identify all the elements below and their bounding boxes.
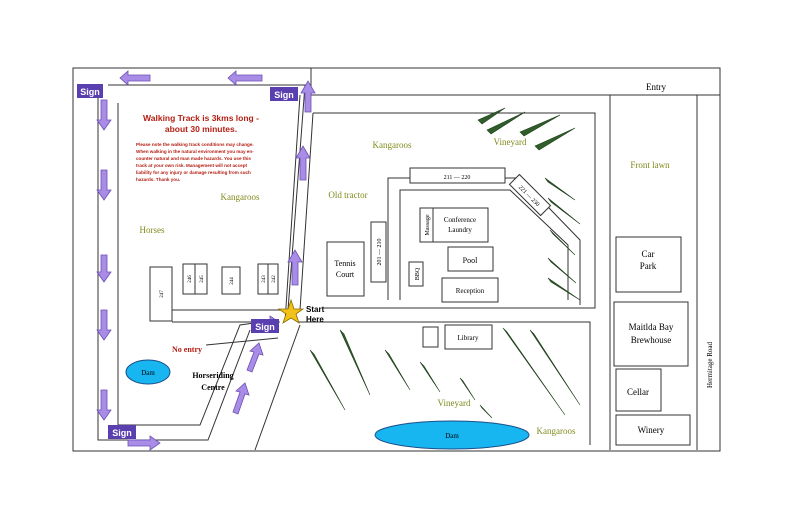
rooms-221-230-label: 221 — 230 bbox=[516, 184, 541, 209]
start-star-icon bbox=[279, 300, 303, 323]
old-tractor-label: Old tractor bbox=[328, 190, 368, 200]
arrow-up-icon bbox=[233, 383, 249, 414]
arrow-left-icon bbox=[120, 71, 150, 85]
arrow-down-icon bbox=[97, 255, 111, 282]
notice-line: Please note the walking track conditions may change. bbox=[136, 142, 254, 147]
vineyard-label-2: Vineyard bbox=[437, 398, 471, 408]
tennis-label: Tennis bbox=[334, 259, 356, 268]
notice-body bbox=[136, 142, 254, 182]
entry-label: Entry bbox=[646, 82, 666, 92]
sign-label: Sign bbox=[112, 428, 132, 438]
sign-start[interactable] bbox=[251, 319, 279, 333]
small-building bbox=[423, 327, 438, 347]
sign-top-right[interactable] bbox=[270, 87, 298, 101]
car-park-label: Car bbox=[641, 249, 655, 259]
arrow-up-icon bbox=[247, 343, 263, 372]
arrow-down-icon bbox=[97, 390, 111, 420]
bbq-label: BBQ bbox=[415, 267, 421, 281]
rooms-211-220-label: 211 — 220 bbox=[443, 175, 471, 181]
car-park-label-2: Park bbox=[639, 261, 657, 271]
cabin-246-label: 246 bbox=[188, 275, 193, 283]
notice-line: counter natural and man made hazards. You use this bbox=[136, 156, 251, 161]
sign-label: Sign bbox=[274, 90, 294, 100]
sign-label: Sign bbox=[80, 87, 100, 97]
notice-title-2: about 30 minutes. bbox=[164, 124, 238, 134]
vineyard-label: Vineyard bbox=[493, 137, 527, 147]
tennis-court bbox=[327, 242, 364, 296]
cabin-247-label: 247 bbox=[160, 290, 165, 298]
cabin-243-label: 243 bbox=[262, 275, 267, 283]
notice-title: Walking Track is 3kms long - bbox=[143, 113, 259, 123]
large-dam-label: Dam bbox=[445, 432, 459, 440]
brewhouse-label: Maitlda Bay bbox=[628, 322, 674, 332]
pool-label: Pool bbox=[462, 256, 478, 265]
arrow-down-icon bbox=[97, 310, 111, 340]
court-label: Court bbox=[335, 270, 355, 279]
conference-label: Conference bbox=[443, 216, 477, 224]
no-entry-label: No entry bbox=[172, 345, 202, 354]
arrow-down-icon bbox=[97, 100, 111, 130]
arrow-down-icon bbox=[97, 170, 111, 200]
sign-label: Sign bbox=[255, 322, 275, 332]
kangaroos-label: Kangaroos bbox=[372, 140, 412, 150]
sign-bottom-left[interactable] bbox=[108, 425, 136, 439]
kangaroos-label-3: Kangaroos bbox=[536, 426, 576, 436]
notice-line: When walking in the natural environment you may en- bbox=[136, 149, 254, 154]
notice-line: liability for any injury or damage resulting from such bbox=[136, 170, 251, 175]
rooms-201-210-label: 201 — 210 bbox=[377, 238, 383, 266]
notice-line: track at your own risk. Management will not accept bbox=[136, 163, 248, 168]
horseriding-label-2: Centre bbox=[201, 383, 225, 392]
arrow-left-icon bbox=[228, 71, 262, 85]
sign-top-left[interactable] bbox=[77, 84, 103, 98]
kangaroos-label-2: Kangaroos bbox=[220, 192, 260, 202]
brewhouse bbox=[614, 302, 688, 366]
walking-path-edge bbox=[255, 325, 300, 450]
laundry-label: Laundry bbox=[448, 226, 472, 234]
front-lawn-label: Front lawn bbox=[630, 160, 670, 170]
small-dam-label: Dam bbox=[141, 369, 155, 377]
hermitage-road-label: Hermitage Road bbox=[706, 341, 714, 389]
no-entry-fence bbox=[206, 338, 278, 345]
cabin-245-label: 245 bbox=[200, 275, 205, 283]
start-label: Start bbox=[306, 305, 325, 314]
winery-label: Winery bbox=[637, 425, 665, 435]
resort-road bbox=[300, 113, 313, 310]
conference-building bbox=[433, 208, 488, 242]
cabin-242-label: 242 bbox=[272, 275, 277, 283]
cabin-244-label: 244 bbox=[230, 277, 235, 285]
notice-line: hazards. Thank you. bbox=[136, 177, 181, 182]
start-label-2: Here bbox=[306, 315, 324, 324]
library-label: Library bbox=[457, 334, 479, 342]
cellar-label: Cellar bbox=[627, 387, 649, 397]
brewhouse-label-2: Brewhouse bbox=[630, 335, 672, 345]
walking-path-edge bbox=[285, 95, 300, 322]
reception-label: Reception bbox=[455, 287, 485, 295]
horseriding-label: Horseriding bbox=[192, 371, 234, 380]
massage-label: Massage bbox=[425, 214, 431, 236]
horses-label: Horses bbox=[139, 225, 165, 235]
